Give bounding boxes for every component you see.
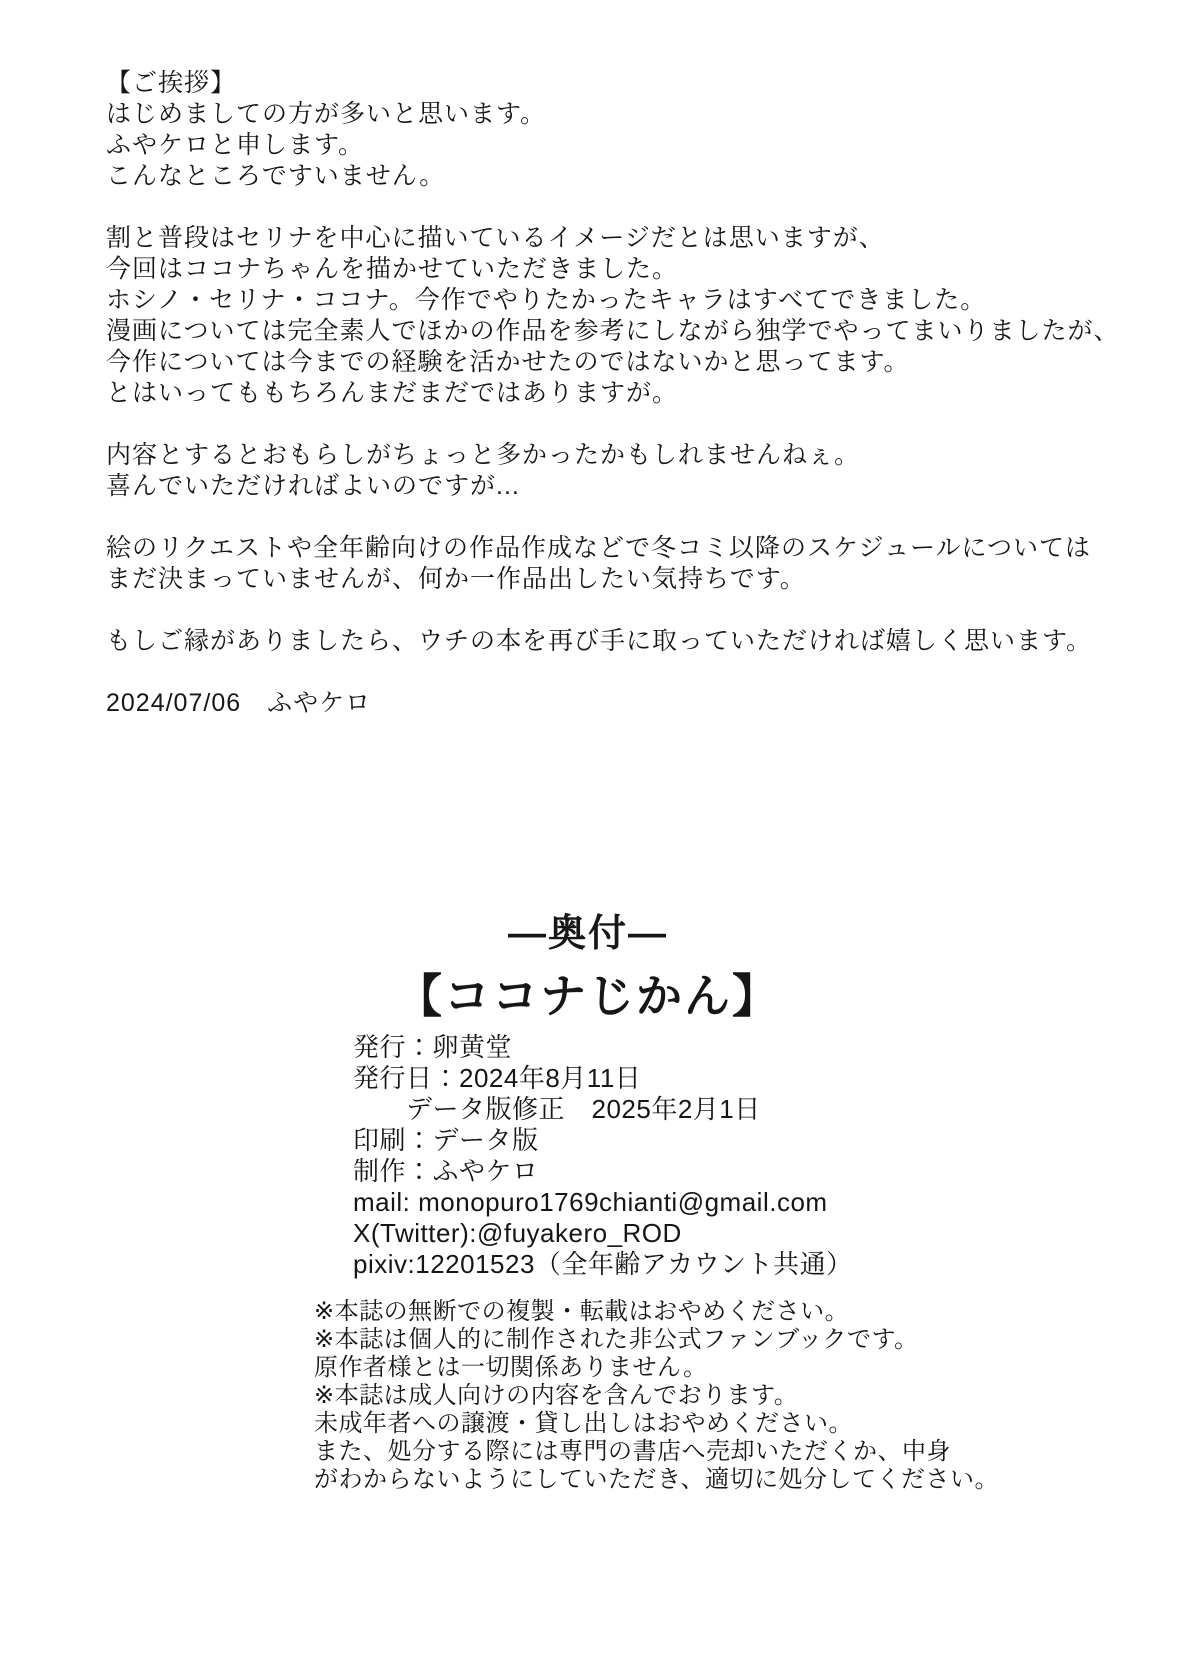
text-line: pixiv:12201523（全年齢アカウント共通） bbox=[353, 1249, 853, 1279]
text-line: X(Twitter):@fuyakero_ROD bbox=[353, 1218, 682, 1248]
text-line: 内容とするとおもらしがちょっと多かったかもしれませんねぇ。 bbox=[106, 441, 861, 469]
text-line: ホシノ・セリナ・ココナ。今作でやりたかったキャラはすべてできました。 bbox=[106, 286, 987, 314]
text-line: データ版修正 2025年2月1日 bbox=[353, 1094, 761, 1124]
text-line: 漫画については完全素人でほかの作品を参考にしながら独学でやってまいりましたが、 bbox=[106, 317, 1120, 345]
greeting-body bbox=[106, 99, 1120, 719]
text-line: 未成年者への譲渡・貸し出しはおやめください。 bbox=[314, 1410, 853, 1437]
text-line bbox=[106, 409, 1120, 440]
text-line: もしご縁がありましたら、ウチの本を再び手に取っていただければ嬉しく思います。 bbox=[106, 627, 1093, 655]
text-line: 原作者様とは一切関係ありません。 bbox=[314, 1354, 708, 1381]
text-line bbox=[106, 192, 1120, 223]
text-line: 発行日：2024年8月11日 bbox=[353, 1063, 642, 1093]
text-line: がわからないようにしていただき、適切に処分してください。 bbox=[314, 1466, 1000, 1493]
text-line: ※本誌は個人的に制作された非公式ファンブックです。 bbox=[314, 1326, 919, 1353]
disclaimer-notes bbox=[314, 1298, 999, 1494]
text-line: 今作については今までの経験を活かせたのではないかと思ってます。 bbox=[106, 348, 910, 376]
text-line bbox=[106, 595, 1120, 626]
text-line: とはいってももちろんまだまだではありますが。 bbox=[106, 379, 679, 407]
colophon-section-title: ―奥付― bbox=[507, 913, 668, 955]
text-line: ※本誌の無断での複製・転載はおやめください。 bbox=[314, 1298, 850, 1325]
text-line: 絵のリクエストや全年齢向けの作品作成などで冬コミ以降のスケジュールについては bbox=[106, 534, 1092, 562]
greeting-heading: 【ご挨拶】 bbox=[106, 69, 237, 97]
greeting-section bbox=[106, 68, 1120, 719]
text-line: こんなところですいません。 bbox=[106, 162, 446, 190]
text-line: ふやケロと申します。 bbox=[106, 131, 365, 159]
text-line bbox=[106, 657, 1120, 688]
book-title: 【ココナじかん】 bbox=[396, 970, 780, 1022]
text-line: 制作：ふやケロ bbox=[353, 1156, 539, 1186]
text-line: また、処分する際には専門の書店へ売却いただくか、中身 bbox=[314, 1438, 951, 1465]
text-line: 発行：卵黄堂 bbox=[353, 1032, 513, 1062]
text-line: まだ決まっていませんが、何か一作品出したい気持ちです。 bbox=[106, 565, 806, 593]
text-line: はじめましての方が多いと思います。 bbox=[106, 100, 547, 128]
text-line bbox=[106, 502, 1120, 533]
text-line: ※本誌は成人向けの内容を含んでおります。 bbox=[314, 1382, 799, 1409]
text-line: 割と普段はセリナを中心に描いているイメージだとは思いますが、 bbox=[106, 224, 885, 252]
text-line: 喜んでいただければよいのですが... bbox=[106, 472, 520, 500]
text-line: mail: monopuro1769chianti@gmail.com bbox=[353, 1187, 828, 1217]
text-line: 2024/07/06 ふやケロ bbox=[106, 689, 372, 717]
publication-details bbox=[353, 1032, 853, 1280]
text-line: 今回はココナちゃんを描かせていただきました。 bbox=[106, 255, 679, 283]
text-line: 印刷：データ版 bbox=[353, 1125, 539, 1155]
